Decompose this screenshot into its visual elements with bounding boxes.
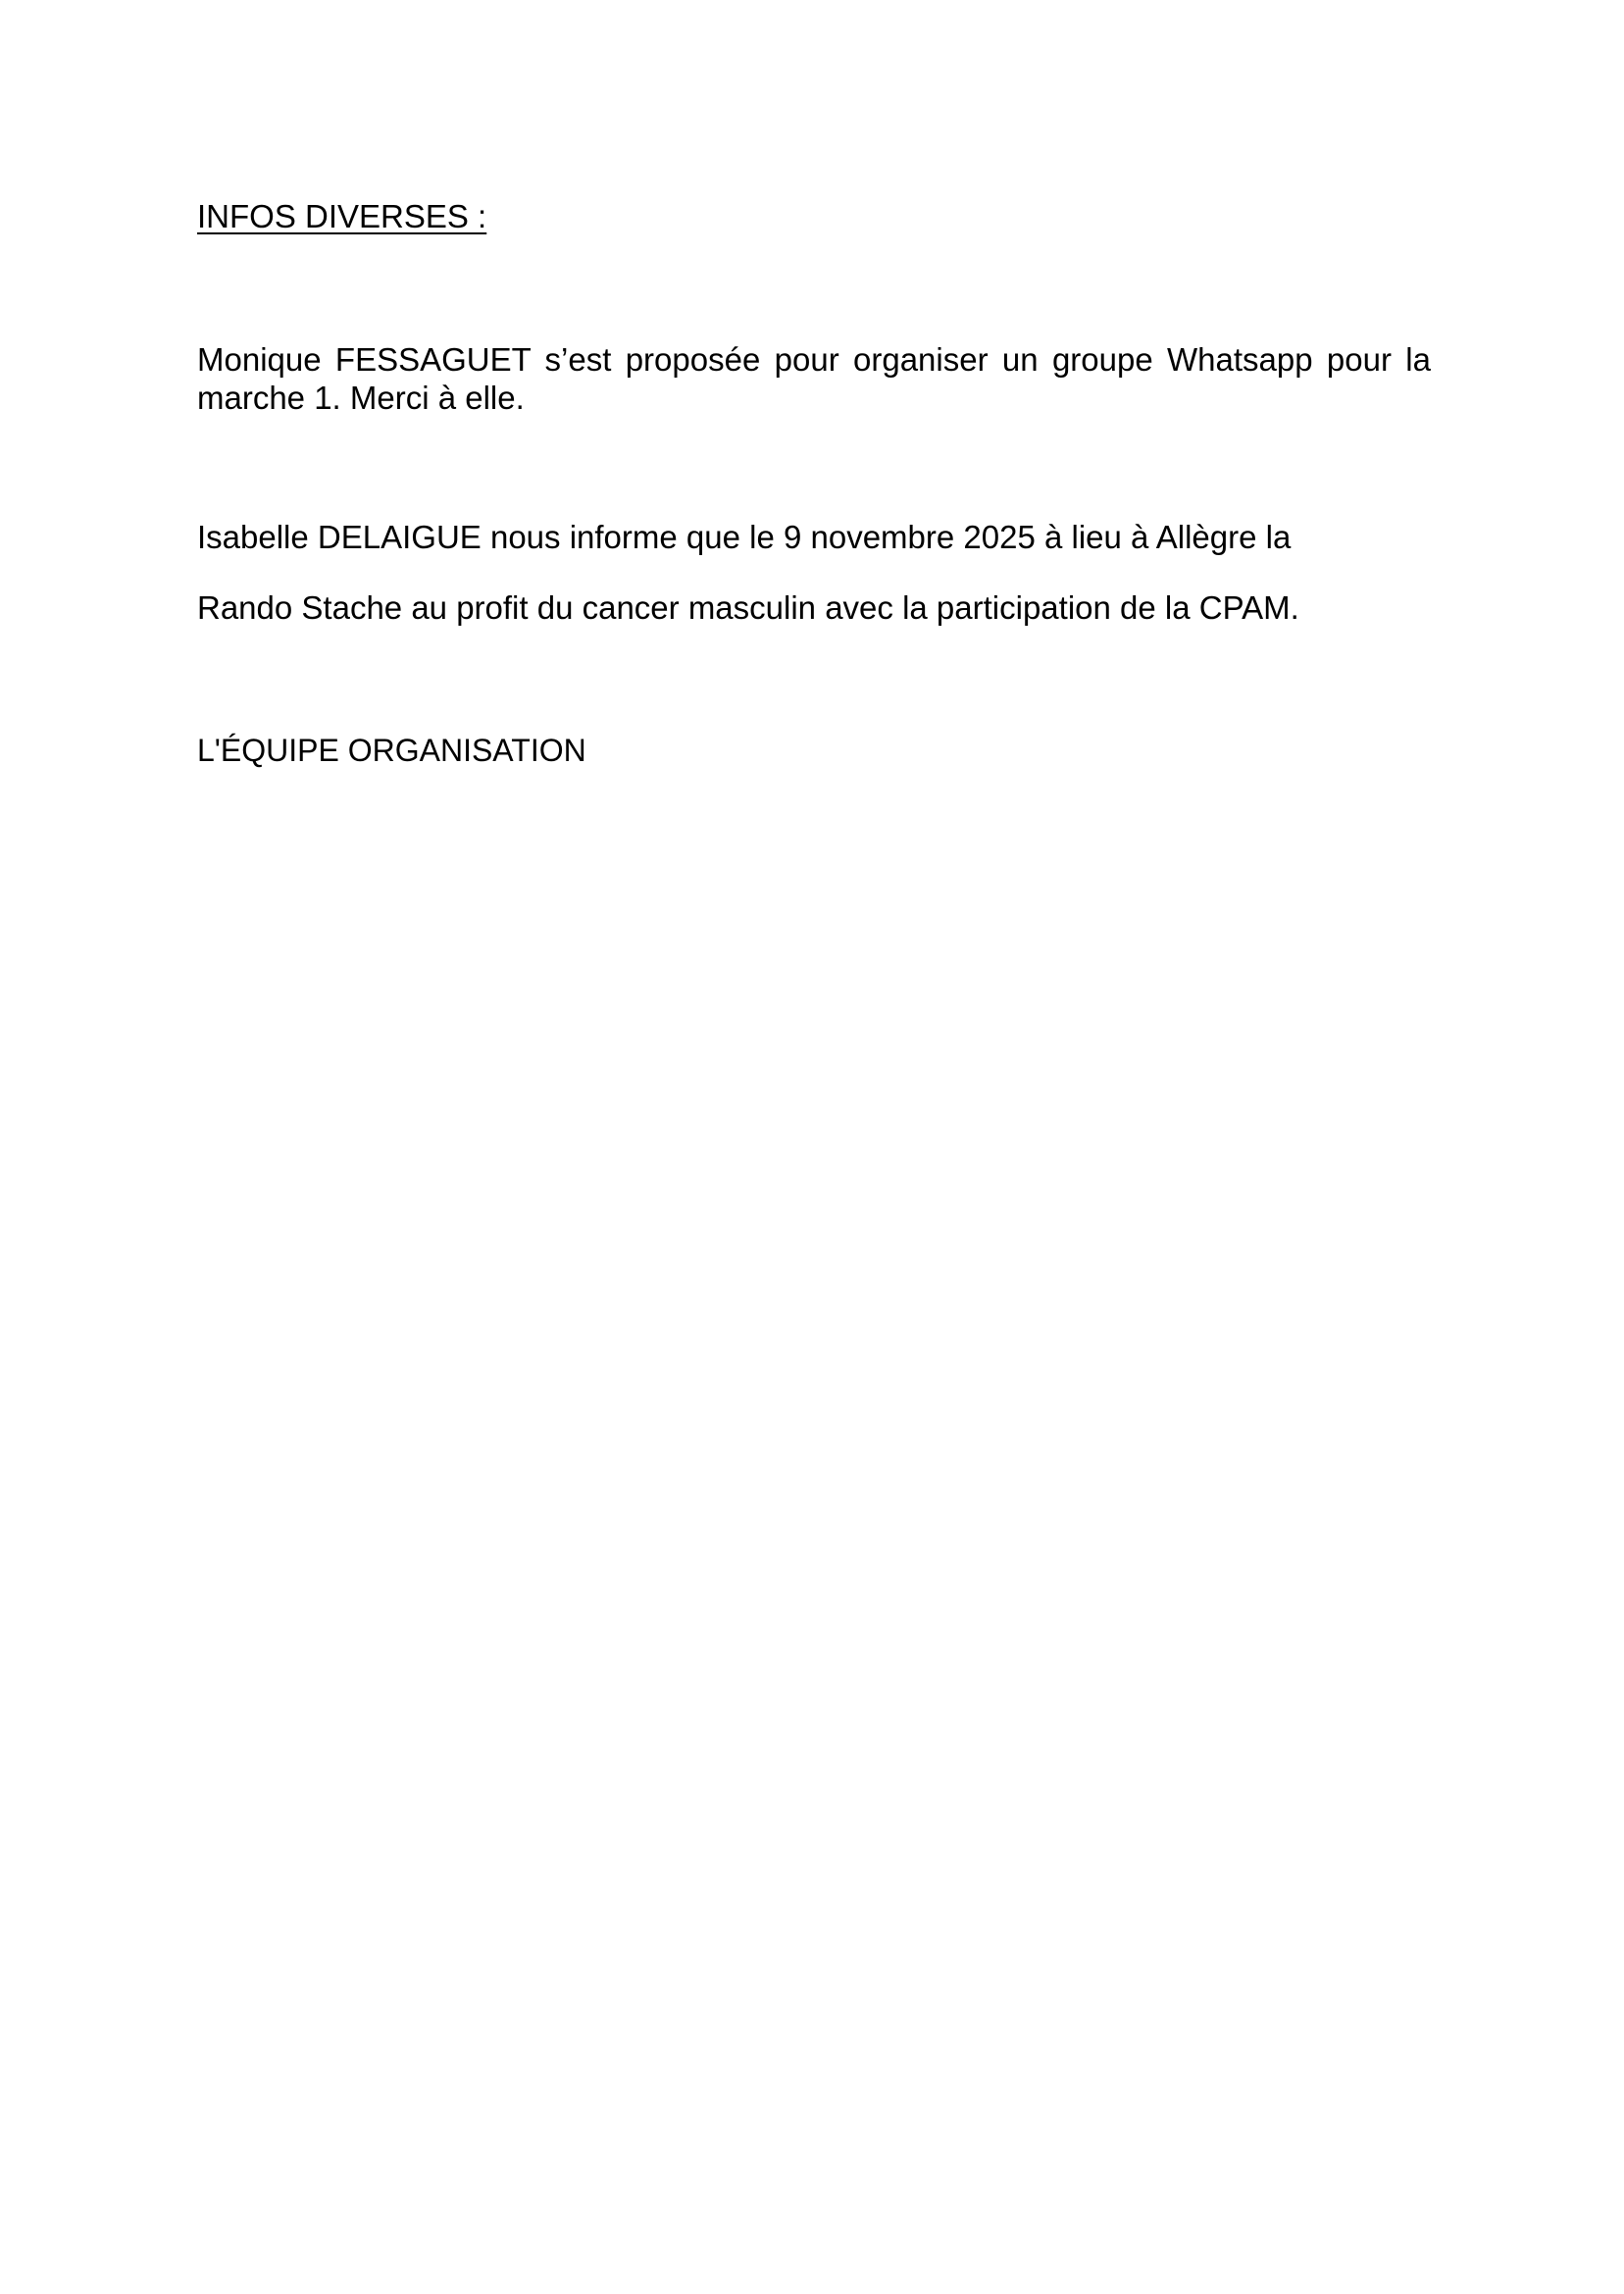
paragraph-whatsapp-line-1: Monique FESSAGUET s’est proposée pour organiser un groupe Whatsapp pour la — [197, 341, 1431, 378]
paragraph-rando-line-2: Rando Stache au profit du cancer masculin avec la participation de la CPAM. — [197, 589, 1299, 626]
paragraph-whatsapp-group — [197, 340, 1431, 417]
paragraph-rando-line-1: Isabelle DELAIGUE nous informe que le 9 novembre 2025 à lieu à Allègre la — [197, 519, 1292, 555]
paragraph-whatsapp-line-2: marche 1. Merci à elle. — [197, 380, 525, 416]
signature: L'ÉQUIPE ORGANISATION — [197, 733, 586, 768]
section-heading: INFOS DIVERSES : — [197, 198, 487, 234]
